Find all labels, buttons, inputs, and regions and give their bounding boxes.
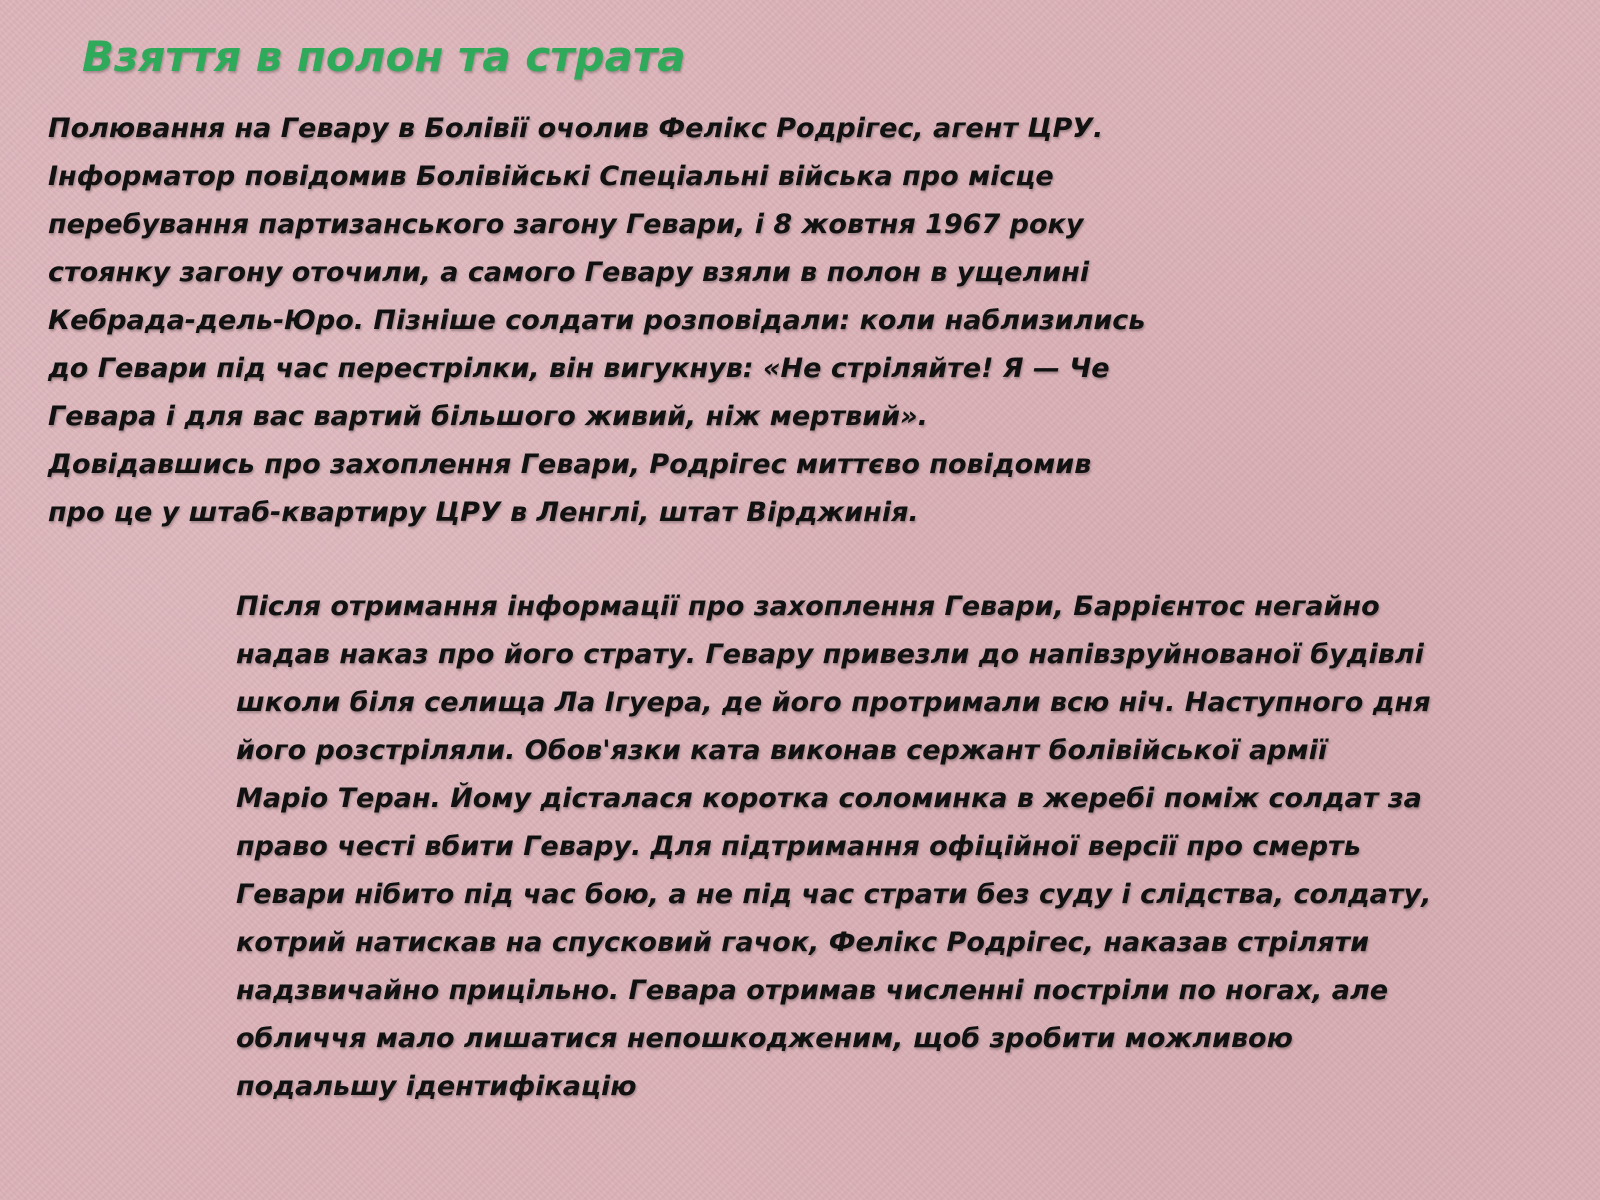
paragraph-line: обличчя мало лишатися непошкодженим, щоб зробити можливою [236,1023,1293,1054]
paragraph-line: до Гевари під час перестрілки, він вигукнув: «Не стріляйте! Я — Че [48,353,1110,384]
paragraph-line: Гевара і для вас вартий більшого живий, ніж мертвий». [48,401,928,432]
slide-title: Взяття в полон та страта [82,32,686,81]
paragraph-line: Кебрада-дель-Юро. Пізніше солдати розповідали: коли наблизились [48,305,1146,336]
paragraph-line: Полювання на Гевару в Болівії очолив Фелікс Родрігес, агент ЦРУ. [48,113,1104,144]
paragraph-line: стоянку загону оточили, а самого Гевару взяли в полон в ущелині [48,257,1090,288]
paragraph-line: Довідавшись про захоплення Гевари, Родрігес миттєво повідомив [48,449,1092,480]
paragraph-line: перебування партизанського загону Гевари, і 8 жовтня 1967 року [48,209,1084,240]
paragraph-line: про це у штаб-квартиру ЦРУ в Ленглі, штат Вірджинія. [48,497,919,528]
paragraph-line: його розстріляли. Обов'язки ката виконав сержант болівійської армії [236,735,1328,766]
paragraph-line: Гевари нібито під час бою, а не під час страти без суду і слідства, солдату, [236,879,1432,910]
paragraph-line: надзвичайно прицільно. Гевара отримав численні постріли по ногах, але [236,975,1389,1006]
paragraph-line: подальшу ідентифікацію [236,1071,637,1102]
paragraph-line: надав наказ про його страту. Гевару привезли до напівзруйнованої будівлі [236,639,1424,670]
paragraph-line: право честі вбити Гевару. Для підтримання офіційної версії про смерть [236,831,1361,862]
paragraph-line: Інформатор повідомив Болівійські Спеціальні війська про місце [48,161,1054,192]
paragraph-line: Маріо Теран. Йому дісталася коротка соломинка в жеребі поміж солдат за [236,783,1422,814]
paragraph-line: школи біля селища Ла Ігуера, де його протримали всю ніч. Наступного дня [236,687,1431,718]
paragraph-line: Після отримання інформації про захоплення Гевари, Баррієнтос негайно [236,591,1380,622]
paragraph-line: котрий натискав на спусковий гачок, Фелікс Родрігес, наказав стріляти [236,927,1370,958]
paragraph-capture [48,105,1145,537]
paragraph-execution [236,583,1431,1111]
